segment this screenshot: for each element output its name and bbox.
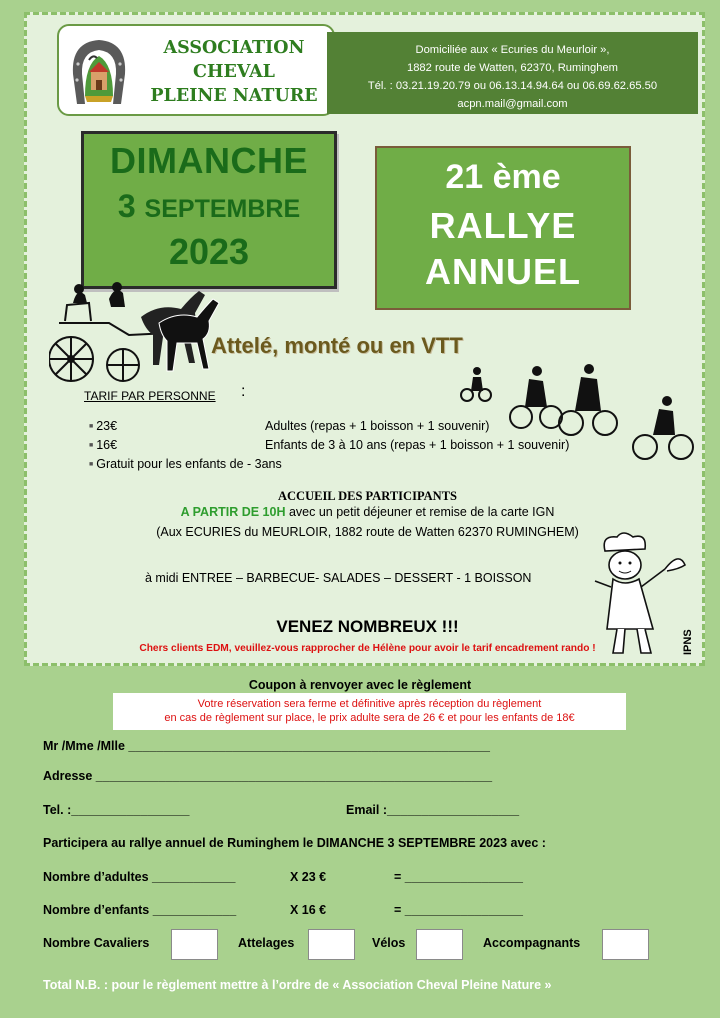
name-field[interactable]: Mr /Mme /Mlle ____________________________________________________	[43, 739, 490, 753]
tarif-price: 23€	[96, 419, 118, 433]
date-month: SEPTEMBRE	[144, 195, 301, 223]
association-name	[139, 36, 329, 108]
tarif-row-free	[89, 457, 282, 471]
tel-field[interactable]: Tel. :_________________	[43, 803, 190, 817]
date-day-month	[84, 188, 334, 225]
tarif-title: TARIF PAR PERSONNE	[84, 389, 216, 403]
accueil-address: (Aux ECURIES du MEURLOIR, 1882 route de Watten 62370 RUMINGHEM)	[156, 525, 579, 539]
tarif-desc: Enfants de 3 à 10 ans (repas + 1 boisson + 1 souvenir)	[265, 438, 570, 452]
logo-box	[57, 24, 335, 116]
tarif-row-children	[89, 438, 117, 452]
tarif-desc: Adultes (repas + 1 boisson + 1 souvenir)	[265, 419, 490, 433]
address-field[interactable]: Adresse _________________________________________________________	[43, 769, 493, 783]
date-box	[81, 131, 337, 289]
cavaliers-input[interactable]	[171, 929, 218, 960]
adults-total-field[interactable]: = _________________	[394, 870, 523, 884]
bullet-icon: ■	[89, 461, 94, 469]
address-box	[327, 32, 698, 114]
adults-count-field[interactable]: Nombre d’adultes ____________	[43, 870, 236, 884]
tarif-row-adults	[89, 419, 117, 433]
address-line-1: Domiciliée aux « Ecuries du Meurloir »,	[415, 44, 610, 56]
date-weekday: DIMANCHE	[110, 140, 308, 181]
email-line[interactable]: acpn.mail@gmail.com	[457, 98, 568, 110]
rally-edition: 21 ème	[445, 158, 561, 196]
logo-line-1: ASSOCIATION	[163, 38, 305, 58]
rally-annual: ANNUEL	[425, 251, 581, 292]
rally-box	[375, 146, 631, 310]
venez-nombreux: VENEZ NOMBREUX !!!	[276, 617, 459, 636]
accueil-breakfast: avec un petit déjeuner et remise de la carte IGN	[285, 505, 555, 519]
email-field[interactable]: Email :___________________	[346, 803, 520, 817]
logo-line-3: PLEINE NATURE	[150, 86, 318, 106]
horse-carriage-icon	[49, 277, 221, 389]
children-price: X 16 €	[290, 903, 327, 917]
date-day: 3	[117, 188, 136, 224]
tarif-price: 16€	[96, 438, 118, 452]
attelages-label: Attelages	[238, 936, 295, 950]
chef-icon	[587, 529, 691, 659]
children-total-field[interactable]: = _________________	[394, 903, 523, 917]
accompagnants-label: Accompagnants	[483, 936, 581, 950]
coupon-notice	[113, 693, 626, 730]
ipns-label: IPNS	[682, 629, 694, 655]
cavaliers-label: Nombre Cavaliers	[43, 936, 150, 950]
accompagnants-input[interactable]	[602, 929, 649, 960]
date-year: 2023	[168, 231, 250, 272]
footer-note: Total N.B. : pour le règlement mettre à l’ordre de « Association Cheval Pleine Nature »	[43, 978, 552, 992]
attelages-input[interactable]	[308, 929, 355, 960]
accueil-title: ACCUEIL DES PARTICIPANTS	[278, 489, 457, 503]
address-line-2: 1882 route de Watten, 62370, Ruminghem	[406, 62, 619, 74]
tagline: Attelé, monté ou en VTT	[211, 333, 463, 358]
logo-line-2: CHEVAL	[193, 62, 275, 82]
rally-word: RALLYE	[429, 205, 577, 246]
velos-label: Vélos	[372, 936, 406, 950]
notice-line-1: Votre réservation sera ferme et définitive après réception du règlement	[197, 698, 542, 710]
bullet-icon: ■	[89, 442, 94, 450]
adults-price: X 23 €	[290, 870, 327, 884]
bullet-icon: ■	[89, 423, 94, 431]
clients-note: Chers clients EDM, veuillez-vous rapprocher de Hélène pour avoir le tarif encadrement rando !	[139, 643, 596, 654]
children-count-field[interactable]: Nombre d’enfants ____________	[43, 903, 237, 917]
participation-line: Participera au rallye annuel de Ruminghem le DIMANCHE 3 SEPTEMBRE 2023 avec :	[43, 836, 546, 850]
notice-line-2: en cas de règlement sur place, le prix adulte sera de 26 € et pour les enfants de 18€	[164, 712, 575, 724]
coupon-title: Coupon à renvoyer avec le règlement	[248, 678, 472, 692]
horseshoe-castle-logo-icon	[67, 34, 131, 106]
accueil-time: A PARTIR DE 10H	[180, 505, 286, 519]
accueil-line-2	[27, 505, 708, 519]
menu-line: à midi ENTREE – BARBECUE- SALADES – DESSERT - 1 BOISSON	[145, 571, 532, 585]
phone-line: Tél. : 03.21.19.20.79 ou 06.13.14.94.64 ou 06.69.62.65.50	[367, 80, 658, 92]
velos-input[interactable]	[416, 929, 463, 960]
tarif-colon: :	[241, 383, 246, 400]
tarif-price: Gratuit pour les enfants de - 3ans	[96, 457, 282, 471]
poster-panel	[24, 12, 705, 666]
